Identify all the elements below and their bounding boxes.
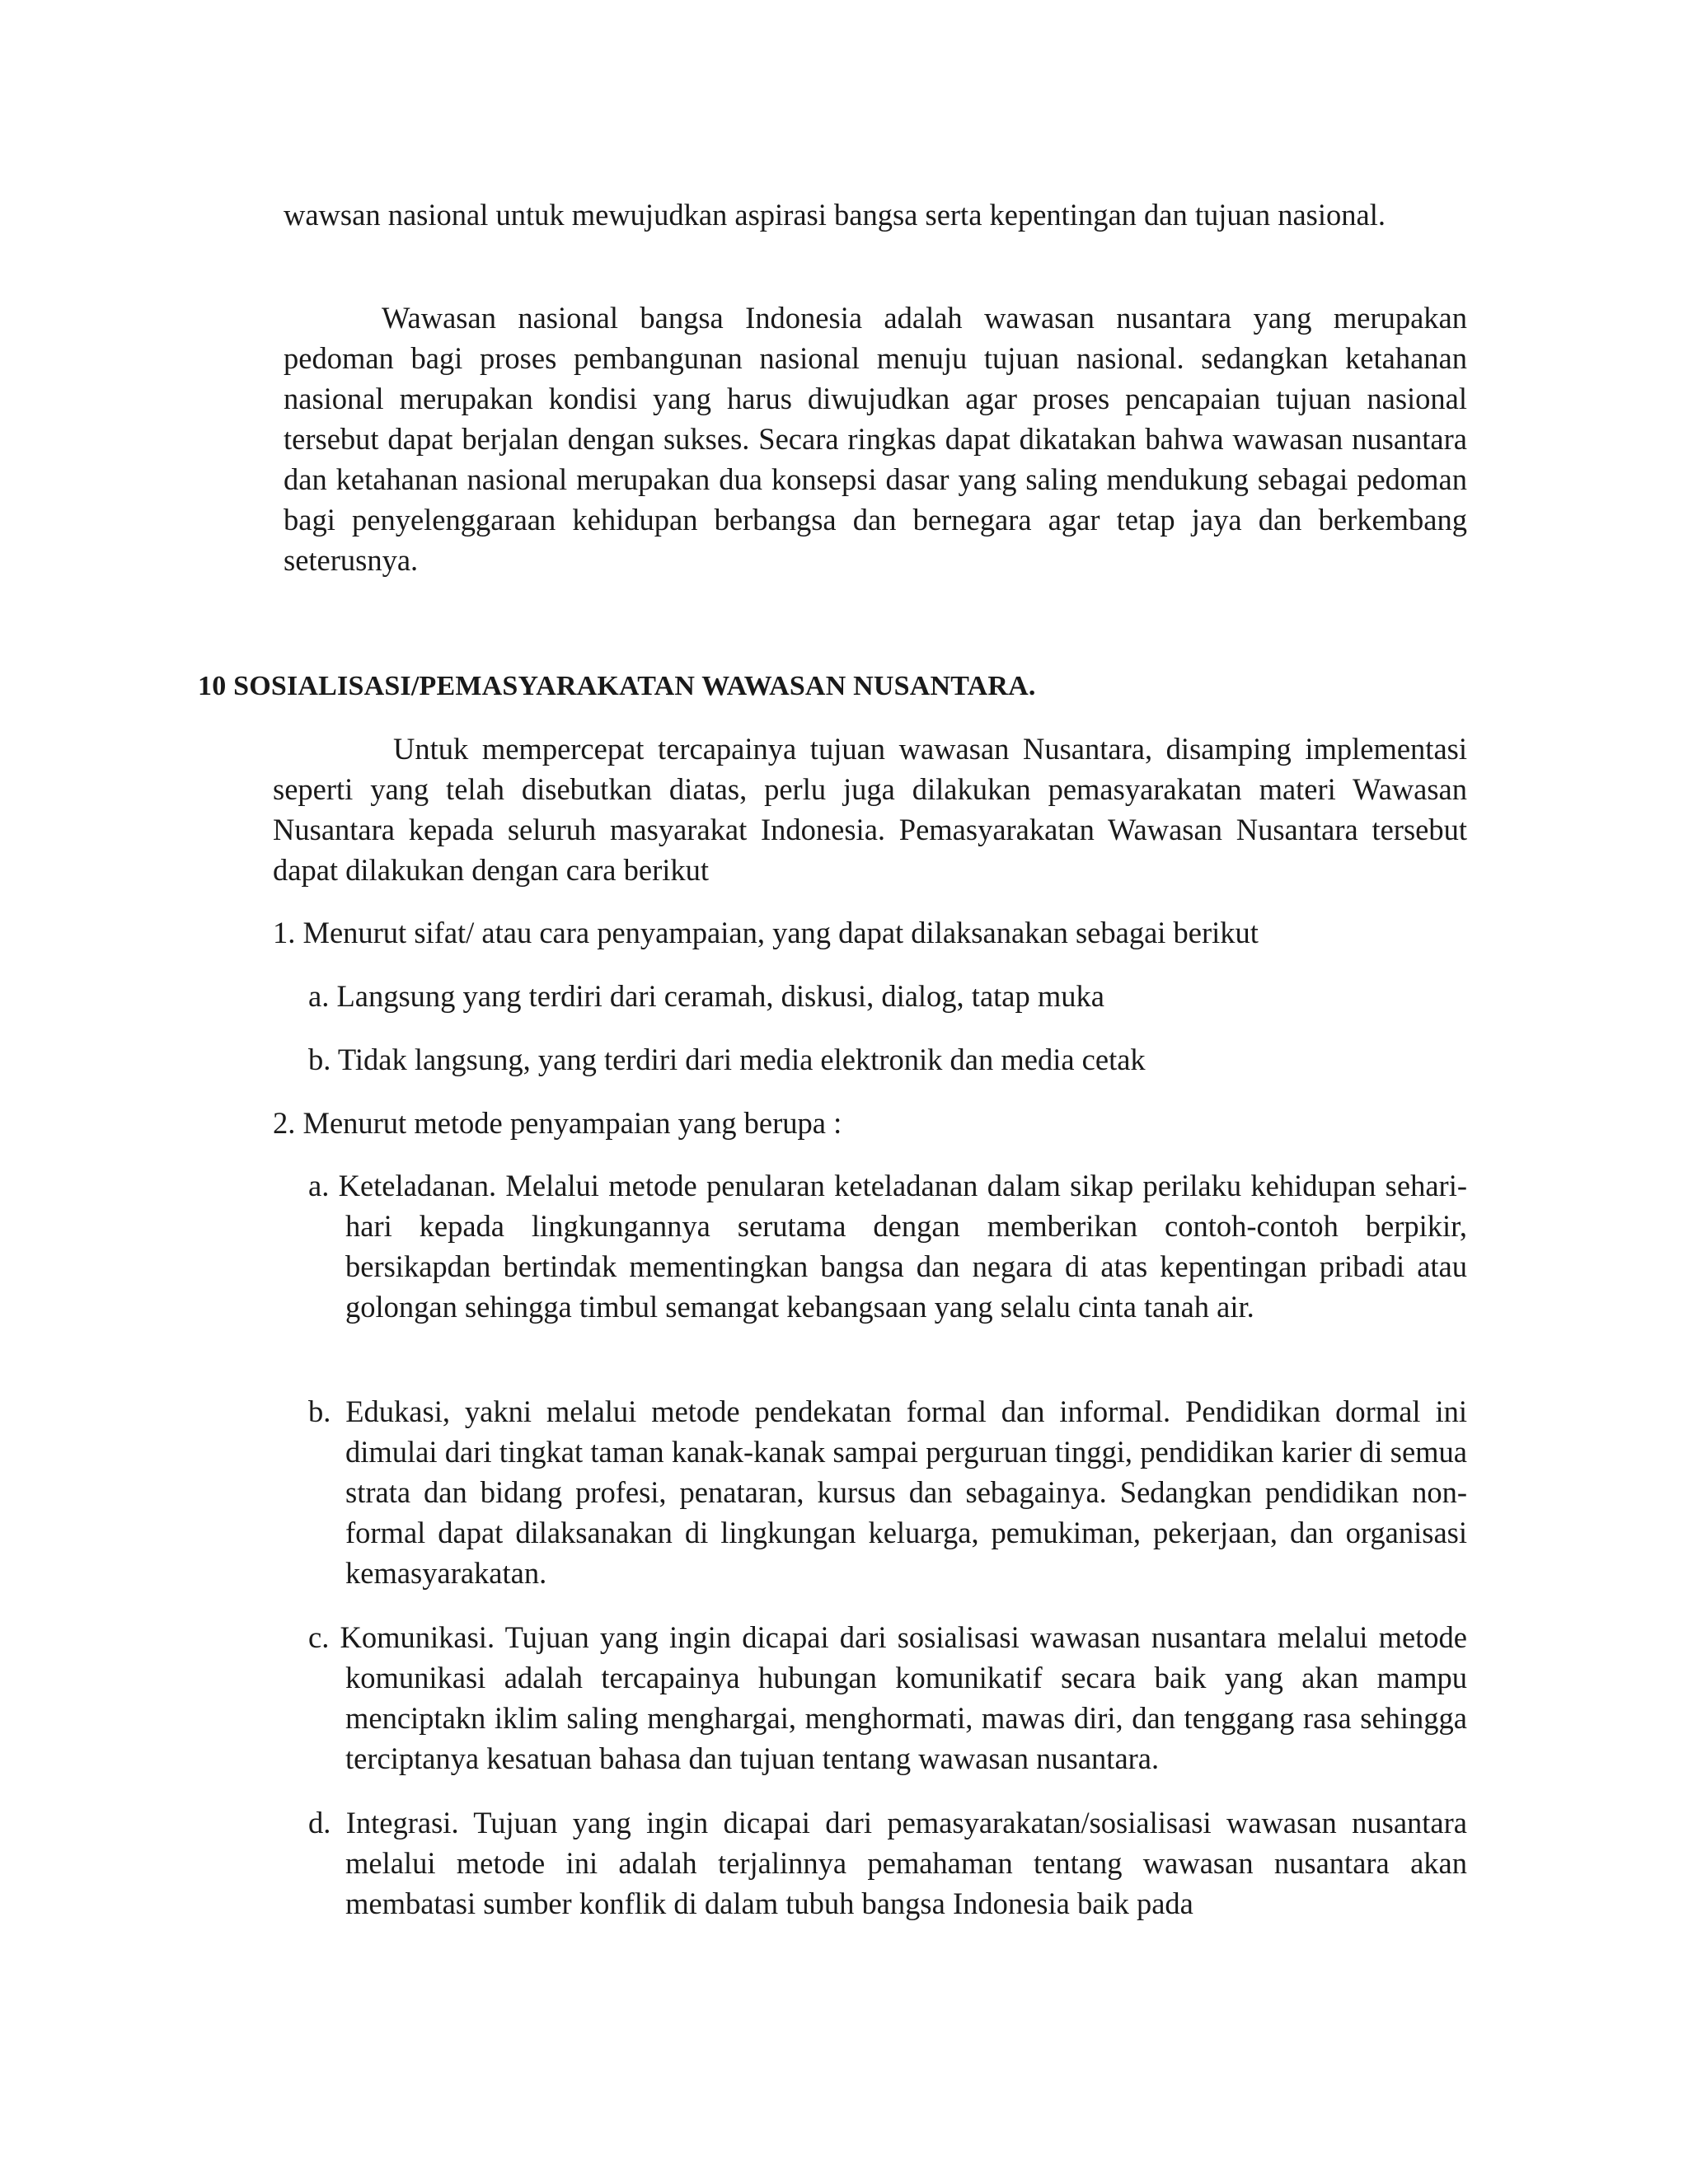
list-item-2d: d. Integrasi. Tujuan yang ingin dicapai dari pemasyarakatan/sosialisasi wawasan nusantara melalui metode ini adalah terjalinnya pemahaman tentang wawasan nusantara akan membatasi sumber konflik di dalam tubuh bangsa Indonesia baik pada xyxy=(308,1806,1467,1920)
list-item-2a: a. Keteladanan. Melalui metode penularan keteladanan dalam sikap perilaku kehidupan sehari-hari kepada lingkungannya serutama dengan memberikan contoh-contoh berpikir, bersikapdan bertindak mementingkan bangsa dan negara di atas kepentingan pribadi atau golongan sehingga timbul semangat kebangsaan yang selalu cinta tanah air. xyxy=(308,1169,1467,1324)
list-item-2c: c. Komunikasi. Tujuan yang ingin dicapai dari sosialisasi wawasan nusantara melalui metode komunikasi adalah tercapainya hubungan komunikatif secara baik yang akan mampu menciptakn iklim saling menghargai, menghormati, mawas diri, dan tenggang rasa sehingga terciptanya kesatuan bahasa dan tujuan tentang wawasan nusantara. xyxy=(308,1620,1467,1775)
list-item-2b: b. Edukasi, yakni melalui metode pendekatan formal dan informal. Pendidikan dormal ini dimulai dari tingkat taman kanak-kanak sampai perguruan tinggi, pendidikan karier di semua strata dan bidang profesi, penataran, kursus dan sebagainya. Sedangkan pendidikan non-formal dapat dilaksanakan di lingkungan keluarga, pemukiman, pekerjaan, dan organisasi kemasyarakatan. xyxy=(308,1394,1467,1590)
section-heading: 10 SOSIALISASI/PEMASYARAKATAN WAWASAN NUSANTARA. xyxy=(198,671,1036,701)
section-intro-paragraph: Untuk mempercepat tercapainya tujuan wawasan Nusantara, disamping implementasi seperti yang telah disebutkan diatas, perlu juga dilakukan pemasyarakatan materi Wawasan Nusantara kepada seluruh masyarakat Indonesia. Pemasyarakatan Wawasan Nusantara tersebut dapat dilakukan dengan cara berikut xyxy=(273,732,1467,887)
list-item-1a: a. Langsung yang terdiri dari ceramah, diskusi, dialog, tatap muka xyxy=(308,979,1104,1013)
paragraph-wawasan-nasional: Wawasan nasional bangsa Indonesia adalah wawasan nusantara yang merupakan pedoman bagi proses pembangunan nasional menuju tujuan nasional. sedangkan ketahanan nasional merupakan kondisi yang harus diwujudkan agar proses pencapaian tujuan nasional tersebut dapat berjalan dengan sukses. Secara ringkas dapat dikatakan bahwa wawasan nusantara dan ketahanan nasional merupakan dua konsepsi dasar yang saling mendukung sebagai pedoman bagi penyelenggaraan kehidupan berbangsa dan bernegara agar tetap jaya dan berkembang seterusnya. xyxy=(284,301,1467,577)
list-item-2: 2. Menurut metode penyampaian yang berupa : xyxy=(273,1106,842,1140)
paragraph-continuation: wawsan nasional untuk mewujudkan aspirasi bangsa serta kepentingan dan tujuan nasional. xyxy=(284,198,1386,232)
list-item-1b: b. Tidak langsung, yang terdiri dari media elektronik dan media cetak xyxy=(308,1043,1146,1076)
list-item-1: 1. Menurut sifat/ atau cara penyampaian, yang dapat dilaksanakan sebagai berikut xyxy=(273,916,1259,949)
